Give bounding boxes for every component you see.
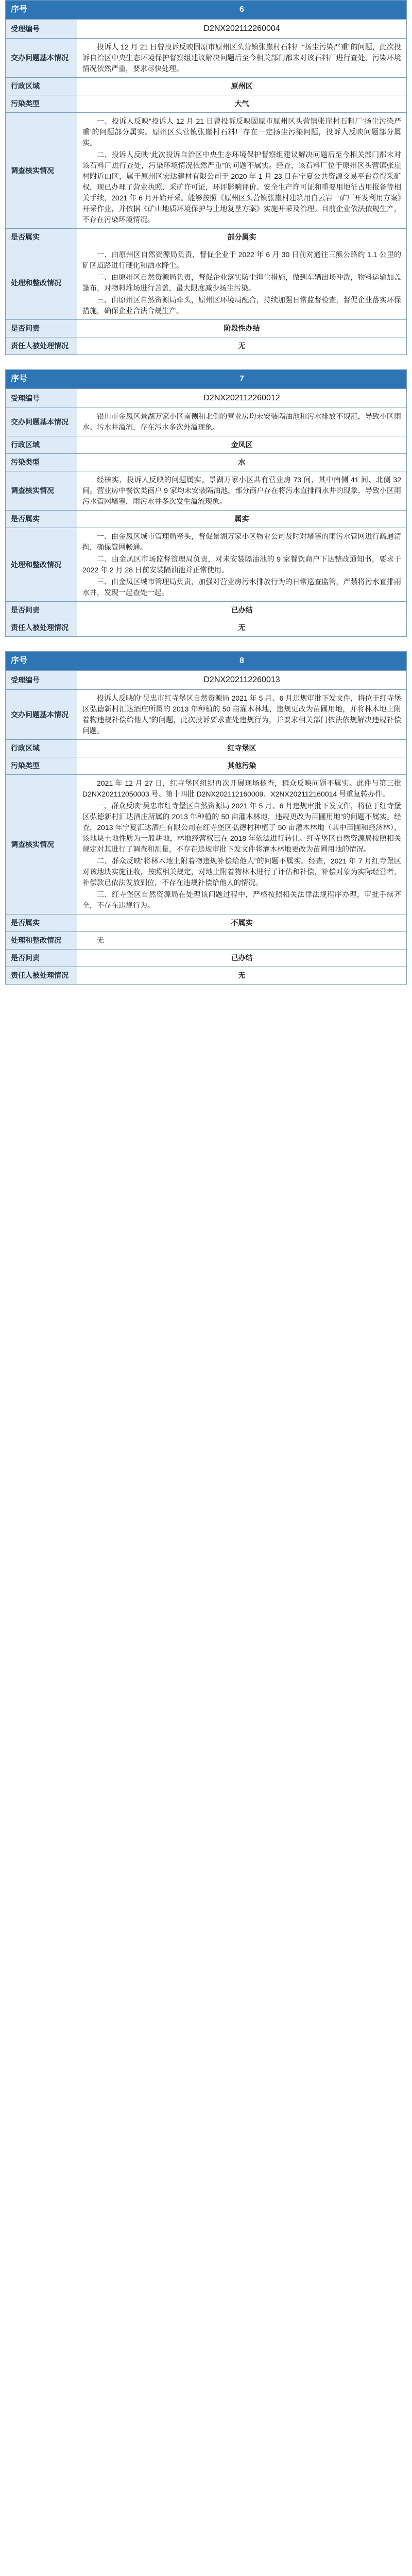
code-label: 受理编号 xyxy=(6,20,77,39)
verify-label: 调查核实情况 xyxy=(6,775,77,914)
truth-value: 属实 xyxy=(77,511,407,528)
seq-label: 序号 xyxy=(6,370,77,389)
case-code: D2NX202112260013 xyxy=(77,671,407,690)
verify-paragraph: 二、投诉人反映“此次投诉自治区中央生态环境保护督察组建议解决问题后至今相关部门都未对该石料厂进行查处，污染环境情况依然严重”的问题不属实。经查，该石料厂位于原州区头营镇张崖村附近山区，属于原州区宏达建材有限公司于 2020 年 1 月 23 日在宁夏公共资源交易平台竞得采矿权，现已办理了营业执照、采矿许可证，环评影响评价、安全生产许可证和重要用地征占用报备等相关手续，2021 年 6 月开始开采。能够按照《原州区头营镇张崖村建筑用白云岩一矿厂开发利用方案》开采作业，并依据《矿山地质环境保护与土地复垦方案》实施开采及治理。目前企业依法依规生产，不存在污染环境情况。 xyxy=(82,150,401,224)
pollution-type-value: 水 xyxy=(77,454,407,471)
record-number: 8 xyxy=(77,652,407,671)
pollution-label: 污染类型 xyxy=(6,95,77,113)
verify-row xyxy=(6,775,407,914)
responsible-label: 责任人被处理情况 xyxy=(6,967,77,985)
verify-paragraph: 一、投诉人反映“投诉人 12 月 21 日曾投诉反映固原市原州区头营镇张崖村石料厂‘扬尘污染严重’的问题部分属实。原州区头营镇张崖村石料厂存在一定扬尘污染问题，投诉人反映问题部分属实。 xyxy=(82,117,401,147)
verify-paragraph: 2021 年 12 月 27 日，红寺堡区组织再次开展现场核查，群众反映问题不属实。此件与第三批 D2NX202112050003 号、第十四批 D2NX202112160009、X2NX202112160014 号重复转办件。 xyxy=(82,779,401,798)
handling-label: 处理和整改情况 xyxy=(6,246,77,320)
basic-content xyxy=(77,408,407,436)
basic-label: 交办问题基本情况 xyxy=(6,39,77,78)
accountable-row xyxy=(6,602,407,619)
record-table xyxy=(5,369,407,637)
handling-paragraph: 二、由原州区自然资源局负责，督促企业落实防尘抑尘措施，做到车辆出场冲洗，物料运输加盖篷布，对物料堆场进行苫盖，最大限度减少扬尘污染。 xyxy=(82,273,401,292)
accountable-value: 已办结 xyxy=(77,950,407,967)
basic-row xyxy=(6,690,407,740)
region-value: 金凤区 xyxy=(77,436,407,454)
handling-paragraph: 三、由原州区自然资源局牵头，原州区环境局配合，持续加强日常监督检查，督促企业落实环保措施，确保企业合法合规生产。 xyxy=(82,296,401,315)
handling-content xyxy=(77,528,407,602)
record-table xyxy=(5,0,407,355)
region-label: 行政区域 xyxy=(6,740,77,757)
handling-label: 处理和整改情况 xyxy=(6,932,77,950)
basic-label: 交办问题基本情况 xyxy=(6,690,77,740)
verify-paragraph: 三、红寺堡区自然资源局在处理该问题过程中，严格按照相关法律法规程序办理，审批手续齐全，不存在违规行为。 xyxy=(82,890,401,909)
verify-row xyxy=(6,471,407,511)
accountable-value: 阶段性办结 xyxy=(77,320,407,337)
handling-row xyxy=(6,246,407,320)
responsible-row xyxy=(6,337,407,355)
basic-content xyxy=(77,690,407,740)
region-row xyxy=(6,740,407,757)
basic-paragraph: 银川市金凤区景湖万家小区南侧和北侧的营业房均未安装隔油池和污水排放不规范，导致小区雨水、污水井溢流，存在污水多次外溢现象。 xyxy=(82,412,401,431)
truth-row xyxy=(6,914,407,932)
accountable-label: 是否问责 xyxy=(6,320,77,337)
region-value: 原州区 xyxy=(77,78,407,95)
truth-value: 不属实 xyxy=(77,914,407,932)
verify-paragraph: 一、群众反映“吴忠市红寺堡区自然资源局 2021 年 5 月、6 月违规审批下发文件，将位于红寺堡区弘德新村汇达酒庄所属的 2013 年种植的 50 亩灌木林地，违规更改为苗圃用地”的问题不属实。经查，2013 年宁夏汇达酒庄有限公司在红寺堡区弘德村种植了 50 亩灌木林地（其中苗圃和经济林），该地块土地性质为一般耕地，林地经营权已在 2018 年依法进行转让。红寺堡区自然资源局按照相关规定对其进行了调查和测量，不存在违规审批下发文件将灌木林地更改为苗圃用地的情况。 xyxy=(82,802,401,853)
pollution-row xyxy=(6,95,407,113)
basic-row xyxy=(6,408,407,436)
verify-label: 调查核实情况 xyxy=(6,113,77,229)
handling-row xyxy=(6,932,407,950)
region-label: 行政区域 xyxy=(6,78,77,95)
basic-label: 交办问题基本情况 xyxy=(6,408,77,436)
accountable-label: 是否问责 xyxy=(6,950,77,967)
region-row xyxy=(6,78,407,95)
accountable-row xyxy=(6,950,407,967)
handling-paragraph: 二、由金凤区市场监督管理局负责，对未安装隔油池的 9 家餐饮商户下达整改通知书，要求于 2022 年 2 月 28 日前安装隔油池并正常使用。 xyxy=(82,555,401,574)
pollution-type-value: 其他污染 xyxy=(77,757,407,775)
basic-content xyxy=(77,39,407,78)
record-table xyxy=(5,651,407,985)
region-row xyxy=(6,436,407,454)
handling-paragraph: 无 xyxy=(97,936,104,944)
truth-label: 是否属实 xyxy=(6,511,77,528)
accountable-label: 是否问责 xyxy=(6,602,77,619)
code-label: 受理编号 xyxy=(6,389,77,408)
region-label: 行政区域 xyxy=(6,436,77,454)
responsible-value: 无 xyxy=(77,619,407,637)
record-number: 6 xyxy=(77,1,407,20)
region-value: 红寺堡区 xyxy=(77,740,407,757)
case-code: D2NX202112260004 xyxy=(77,20,407,39)
truth-row xyxy=(6,511,407,528)
verify-paragraph: 经核实，投诉人反映的问题属实。景湖万家小区共有营业房 73 间，其中南侧 41 间、北侧 32 间。营业房中餐饮类商户 9 家均未安装隔油池，部分商户存在将污水直排雨水井的现象，导致小区雨污水管网堵塞，雨污水井多次发生溢流现象。 xyxy=(82,476,401,505)
pollution-type-value: 大气 xyxy=(77,95,407,113)
verify-paragraph: 二、群众反映“将林木地上附着物违规补偿给他人”的问题不属实。经查，2021 年 7 月红寺堡区对该地块实施征收，按照相关规定，对地上附着物林木进行了评估和补偿，补偿对象为实际经营者，补偿款已依法发放到位，不存在违规补偿给他人的情况。 xyxy=(82,857,401,887)
accountable-row xyxy=(6,320,407,337)
case-code: D2NX202112260012 xyxy=(77,389,407,408)
handling-content xyxy=(77,932,407,950)
basic-row xyxy=(6,39,407,78)
truth-label: 是否属实 xyxy=(6,914,77,932)
seq-row xyxy=(6,652,407,671)
verify-content xyxy=(77,471,407,511)
responsible-label: 责任人被处理情况 xyxy=(6,619,77,637)
verify-content xyxy=(77,113,407,229)
accountable-value: 已办结 xyxy=(77,602,407,619)
truth-value: 部分属实 xyxy=(77,229,407,246)
verify-content xyxy=(77,775,407,914)
verify-label: 调查核实情况 xyxy=(6,471,77,511)
code-label: 受理编号 xyxy=(6,671,77,690)
handling-row xyxy=(6,528,407,602)
seq-label: 序号 xyxy=(6,652,77,671)
responsible-value: 无 xyxy=(77,967,407,985)
responsible-row xyxy=(6,619,407,637)
basic-paragraph: 投诉人 12 月 21 日曾投诉反映固原市原州区头营镇张崖村石料厂“扬尘污染严重”的问题，此次投诉自治区中央生态环境保护督察组建议解决问题后至今相关部门都未对该石料厂进行查处，污染环境情况依然严重，要求尽快处理。 xyxy=(82,43,401,73)
handling-content xyxy=(77,246,407,320)
handling-paragraph: 三、由金凤区城市管理局负责，加强对营业房污水排放行为的日常巡查监管，严禁将污水直排雨水井，发现一起查处一起。 xyxy=(82,578,401,597)
truth-label: 是否属实 xyxy=(6,229,77,246)
pollution-row xyxy=(6,757,407,775)
pollution-label: 污染类型 xyxy=(6,757,77,775)
basic-paragraph: 投诉人反映的“吴忠市红寺堡区自然资源局 2021 年 5 月、6 月违规审批下发文件，将位于红寺堡区弘德新村汇达酒庄所属的 2013 年种植的 50 亩灌木林地，违规更改为苗圃用地，并将林木地上附着物违规补偿给他人”的问题，此次投诉要求查处违规行为，并要求相关部门依法依规解决违规补偿问题。 xyxy=(82,694,401,735)
truth-row xyxy=(6,229,407,246)
pollution-row xyxy=(6,454,407,471)
records-list xyxy=(0,0,412,985)
handling-label: 处理和整改情况 xyxy=(6,528,77,602)
code-row xyxy=(6,20,407,39)
responsible-label: 责任人被处理情况 xyxy=(6,337,77,355)
record-number: 7 xyxy=(77,370,407,389)
handling-paragraph: 一、由金凤区城市管理局牵头，督促景湖万家小区物业公司及时对堵塞的雨污水管网进行疏通清掏，确保管网畅通。 xyxy=(82,532,401,551)
handling-paragraph: 一、由原州区自然资源局负责，督促企业于 2022 年 6 月 30 日前对通往三熊公路约 1.1 公里的矿区道路进行硬化和洒水降尘。 xyxy=(82,250,401,269)
seq-label: 序号 xyxy=(6,1,77,20)
seq-row xyxy=(6,370,407,389)
pollution-label: 污染类型 xyxy=(6,454,77,471)
code-row xyxy=(6,671,407,690)
seq-row xyxy=(6,1,407,20)
code-row xyxy=(6,389,407,408)
responsible-row xyxy=(6,967,407,985)
responsible-value: 无 xyxy=(77,337,407,355)
verify-row xyxy=(6,113,407,229)
